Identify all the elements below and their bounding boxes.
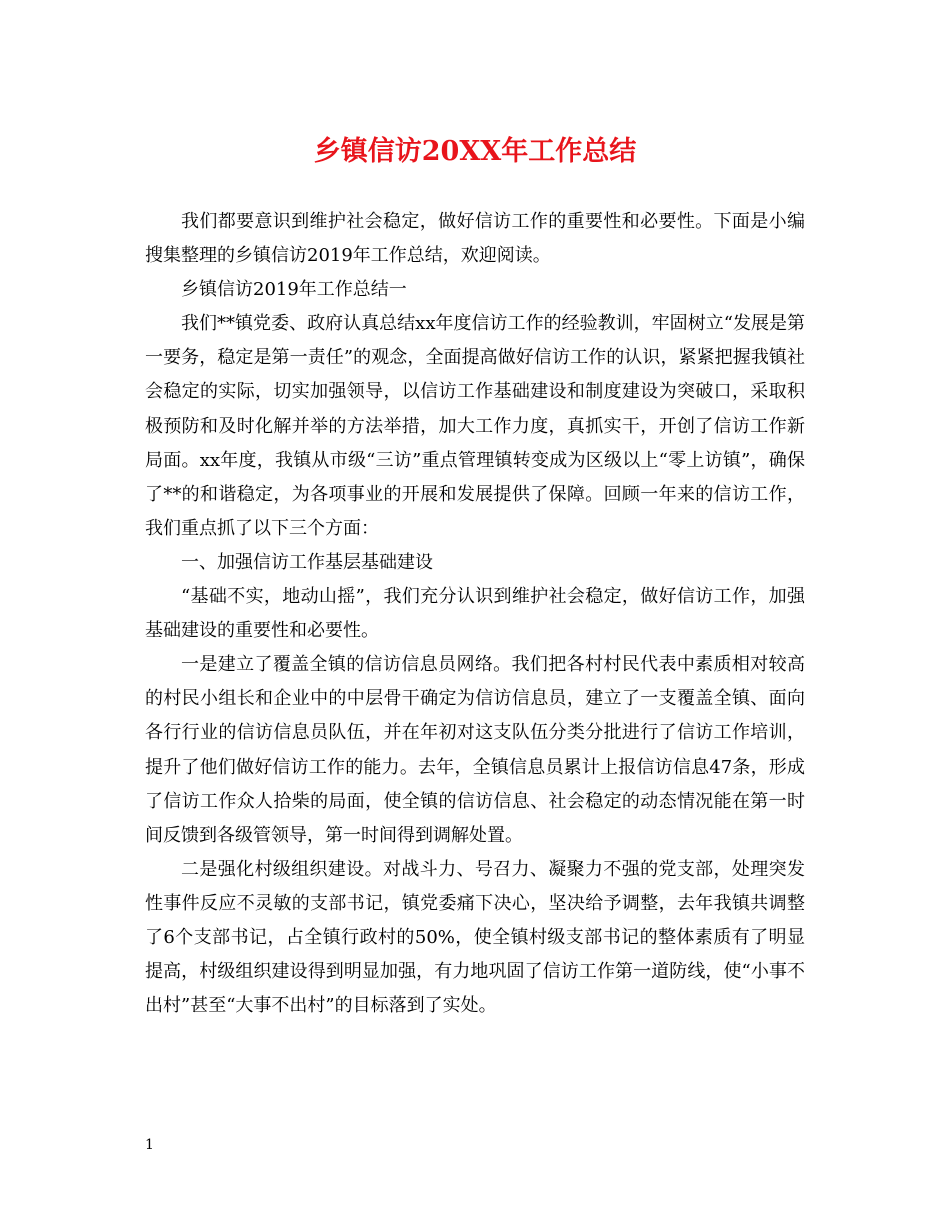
subsection-heading: 一、加强信访工作基层基础建设 [181, 551, 433, 573]
body-paragraph: 二是强化村级组织建设。对战斗力、号召力、凝聚力不强的党支部，处理突发性事件反应不灵敏的支部书记，镇党委痛下决心，坚决给予调整，去年我镇共调整了6个支部书记，占全镇行政村的50%，使全镇村级支部书记的整体素质有了明显提高，村级组织建设得到明显加强，有力地巩固了信访工作第一道防线，使“小事不出村”甚至“大事不出村”的目标落到了实处。 [145, 858, 805, 1017]
section-heading: 乡镇信访2019年工作总结一 [181, 279, 407, 301]
document-body [145, 205, 805, 1023]
document-title: 乡镇信访20XX年工作总结 [313, 136, 637, 167]
intro-paragraph: 我们都要意识到维护社会稳定，做好信访工作的重要性和必要性。下面是小编搜集整理的乡镇信访2019年工作总结，欢迎阅读。 [145, 211, 805, 267]
body-paragraph: “基础不实，地动山摇”，我们充分认识到维护社会稳定，做好信访工作，加强基础建设的重要性和必要性。 [145, 586, 805, 642]
body-paragraph: 一是建立了覆盖全镇的信访信息员网络。我们把各村村民代表中素质相对较高的村民小组长和企业中的中层骨干确定为信访信息员，建立了一支覆盖全镇、面向各行行业的信访信息员队伍，并在年初对这支队伍分类分批进行了信访工作培训，提升了他们做好信访工作的能力。去年，全镇信息员累计上报信访信息47条，形成了信访工作众人拾柴的局面，使全镇的信访信息、社会稳定的动态情况能在第一时间反馈到各级管领导，第一时间得到调解处置。 [145, 654, 805, 846]
body-paragraph: 我们**镇党委、政府认真总结xx年度信访工作的经验教训，牢固树立“发展是第一要务，稳定是第一责任”的观念，全面提高做好信访工作的认识，紧紧把握我镇社会稳定的实际，切实加强领导，以信访工作基础建设和制度建设为突破口，采取积极预防和及时化解并举的方法举措，加大工作力度，真抓实干，开创了信访工作新局面。xx年度，我镇从市级“三访”重点管理镇转变成为区级以上“零上访镇”，确保了**的和谐稳定，为各项事业的开展和发展提供了保障。回顾一年来的信访工作，我们重点抓了以下三个方面： [145, 313, 805, 539]
page-number: 1 [145, 1137, 154, 1153]
